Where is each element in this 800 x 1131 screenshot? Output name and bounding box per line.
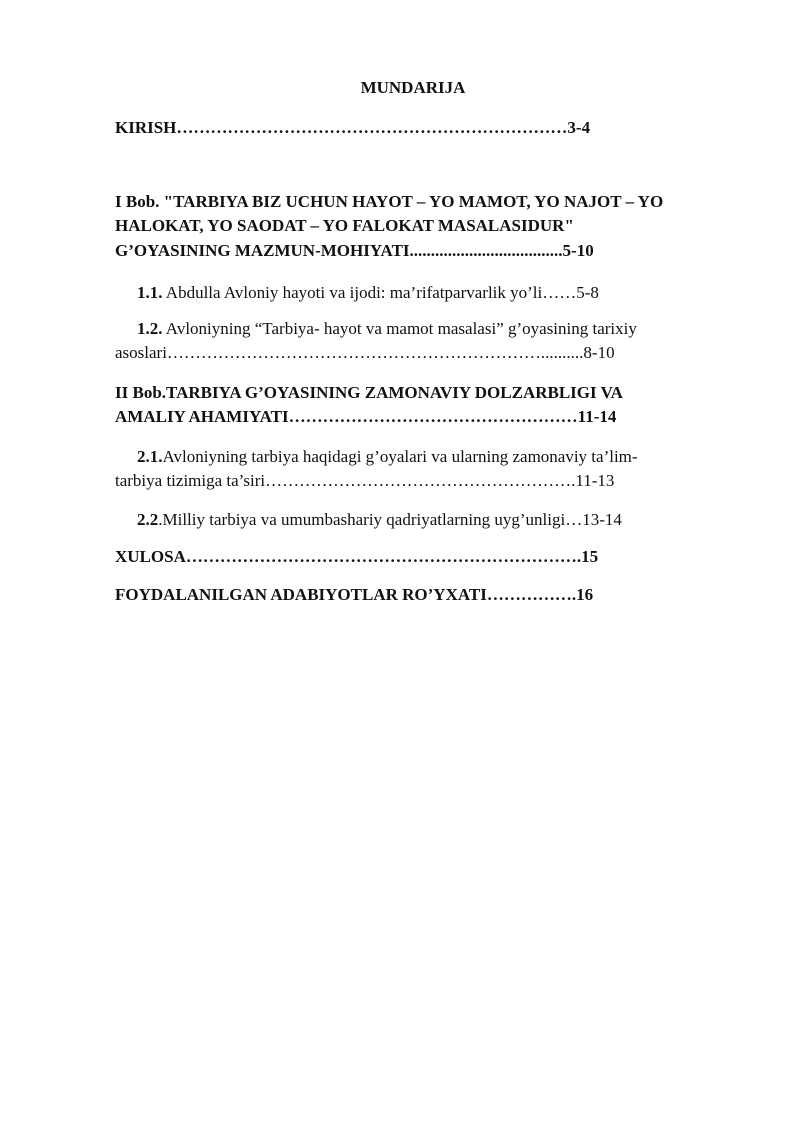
section-text: Avloniyning “Tarbiya- hayot va mamot masalasi” g’oyasining tarixiy — [162, 319, 637, 338]
toc-entry-section-2-2 — [137, 508, 622, 532]
chapter-1-line-1: I Bob. "TARBIYA BIZ UCHUN HAYOT – YO MAMOT, YO NAJOT – YO — [115, 192, 664, 211]
section-number: 2.1. — [137, 447, 163, 466]
toc-entry-xulosa: XULOSA…………………………………………………………….15 — [115, 547, 599, 566]
section-number: 2.2 — [137, 510, 159, 529]
chapter-1-line-3: G’OYASINING MAZMUN-MOHIYATI....................................5-10 — [115, 241, 594, 260]
chapter-2-line-1: II Bob.TARBIYA G’OYASINING ZAMONAVIY DOLZARBLIGI VA — [115, 383, 623, 402]
toc-entry-section-1-1 — [137, 281, 599, 305]
toc-entry-references: FOYDALANILGAN ADABIYOTLAR RO’YXATI…………….16 — [115, 585, 594, 604]
toc-entry-kirish: KIRISH……………………………………………………………3-4 — [115, 118, 591, 137]
section-number: 1.2. — [137, 319, 163, 338]
section-2-1-line-1 — [137, 445, 638, 469]
section-text: Abdulla Avloniy hayoti va ijodi: ma’rifatparvarlik yo’li……5-8 — [162, 283, 599, 302]
section-text: .Milliy tarbiya va umumbashariy qadriyatlarning uyg’unligi…13-14 — [158, 510, 622, 529]
section-text: Avloniyning tarbiya haqidagi g’oyalari va ularning zamonaviy ta’lim- — [162, 447, 638, 466]
section-number: 1.1. — [137, 283, 163, 302]
section-1-2-line-2: asoslari…………………………………………………………..........8-10 — [115, 343, 615, 362]
chapter-2-line-2: AMALIY AHAMIYATI……………………………………………11-14 — [115, 407, 617, 426]
section-2-1-line-2: tarbiya tizimiga ta’siri……………………………………………….11-13 — [115, 471, 615, 490]
page-title: MUNDARIJA — [360, 78, 466, 97]
section-1-2-line-1 — [137, 317, 637, 341]
chapter-1-line-2: HALOKAT, YO SAODAT – YO FALOKAT MASALASIDUR" — [115, 216, 574, 235]
